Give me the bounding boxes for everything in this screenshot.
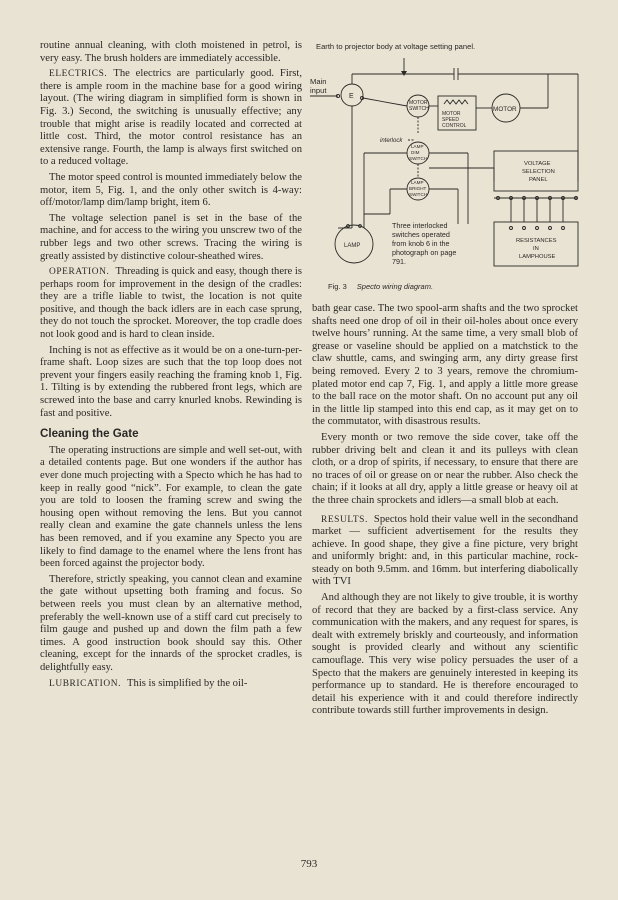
motor-switch-label: MOTOR — [409, 100, 428, 106]
diagram-note: 791. — [392, 257, 406, 266]
paragraph: bath gear case. The two spool-arm shafts and the two sprocket shafts need one drop of oil in their oil-holes about once every twelve hours’ running. At the same time, a very small blob of grease or vaseline should be applied on a matchstick to the claw shuttle, cams, and swinging arm, any dirty grease first being removed. Every 2 to 3 years, remove the chromium-plated motor end cap 7, Fig. 1, and apply a little more grease to the ball race on the motor shaft. On no account put any oil in the little lip stamped into this end cap, as it may get on to the commutator, with disastrous results. — [312, 303, 578, 428]
paragraph: The voltage selection panel is set in the base of the machine, and for access to the wiring you unscrew two of the rubber legs and two other screws. Tracing the wiring is greatly assisted by distinctive colour-sheathed wires. — [40, 212, 302, 262]
diagram-note: photograph on page — [392, 248, 457, 257]
resistances-label: RESISTANCES — [516, 238, 557, 244]
figure-top-caption: Earth to projector body at voltage setting panel. — [316, 42, 476, 51]
paragraph-text: The electrics are particularly good. First, there is ample room in the machine base for a good wiring layout. (The wiring diagram in simplified form is shown in Fig. 3.) Second, the switching is unusually effective; any trouble that might arise is readily located and corrected at little cost. Third, the motor control resistance has an extensive range. Fourth, the lamp is always first switched on to a reduced voltage. — [40, 68, 302, 168]
run-in-heading: LUBRICATION. — [49, 678, 122, 689]
main-input-label: Main — [310, 77, 327, 86]
lubrication-paragraph — [40, 678, 302, 691]
lamp-bright-label: LAMP — [411, 180, 424, 185]
speed-control-label: CONTROL — [442, 123, 467, 129]
paragraph: And although they are not likely to give trouble, it is worthy of record that they are backed by a first-class service. Any communication with the makers, and any request for spares, is dealt with extremely briskly and courteously, and information sought is provided clearly and without any scientific camouflage. This very wise policy persuades the user of a Specto that the makers are genuinely interested in keeping its performance up to standard. He is therefore encouraged to detail his experience with it and could therefore indirectly contribute towards still further improvements in design. — [312, 592, 578, 717]
paragraph-text: Threading is quick and easy, though there is perhaps room for improvement in the design of the cradles: they are a trifle liable to twist, the location is not quite positive, and though the back idlers are in each case sprung, they do not touch the sprocket. Moreover, the top cradle does not look good and is hard to clean inside. — [40, 266, 302, 341]
wiring-diagram — [308, 38, 588, 283]
lamp-dim-label: LAMP — [411, 144, 424, 149]
lamp-label: LAMP — [344, 243, 361, 249]
diagram-note: switches operated — [392, 230, 450, 239]
paragraph-text: This is simplified by the oil- — [127, 677, 248, 689]
operation-paragraph — [40, 266, 302, 342]
right-column — [312, 303, 578, 721]
electrics-paragraph — [40, 68, 302, 169]
earth-arrow-head — [401, 71, 407, 76]
paragraph-text: Spectos hold their value well in the secondhand market — sufficient advertisement for the results they achieve. In good shape, they give a fine picture, very bright and uniformly bright: and, in this particular machine, rock-steady on both 9.5mm. and 16mm. but interfering diabolically with TVI — [312, 513, 578, 588]
figure-title: Specto wiring diagram. — [356, 282, 434, 291]
paragraph: Inching is not as effective as it would be on a one-turn-per-frame shaft. Loop sizes are such that the top loop does not prevent your fingers easily reaching the framing knob 1, Fig. 1. Tilting is by extending the rubbered front legs, which are screwed into the base and carry knurled knobs. Rewinding is fast and positive. — [40, 344, 302, 419]
motor-switch-label: SWITCH — [409, 106, 429, 112]
paragraph: routine annual cleaning, with cloth moistened in petrol, is very easy. The brush holders are immediately accessible. — [40, 40, 302, 64]
voltage-panel-label: VOLTAGE — [524, 161, 551, 167]
paragraph: The operating instructions are simple and well set-out, with a detailed contents page. But one wonders if the author has ever done much projecting with a Specto which he has had to keep in really good “nick”. For example, to clean the gate you are told to loosen the framing screw and swing the housing open without removing the lens. But you cannot really clean and examine the gate channels unless the lens has been removed, and if you examine any Specto you are likely to find damage to the enamel where the lens front has been forced against the projector body. — [40, 444, 302, 570]
lamp-bright-label: BRIGHT — [409, 186, 427, 191]
diagram-note: from knob 6 in the — [392, 239, 450, 248]
section-heading: Cleaning the Gate — [40, 427, 139, 441]
wiring-diagram-figure — [308, 38, 588, 300]
paragraph: The motor speed control is mounted immediately below the motor, item 5, Fig. 1, and the only other switch is 4-way: off/motor/lamp dim/lamp bright, item 6. — [40, 171, 303, 209]
paragraph: Every month or two remove the side cover, take off the rubber driving belt and clean it and its pulleys with clean cloth, or a drop of spirits, if necessary, to ensure that there are no traces of oil or grease on or near the rubber. Also check the chain; if it looks at all dry, apply a little grease or heavy oil at the three chain sprockets and idlers—a small blob at each. — [312, 431, 578, 506]
results-paragraph — [312, 514, 578, 590]
lamp-bright-label: SWITCH — [409, 192, 428, 197]
voltage-panel-label: SELECTION — [522, 169, 555, 175]
diagram-note: Three interlocked — [392, 221, 448, 230]
lamp-dim-label: SWITCH — [409, 156, 428, 161]
e-switch-label: E — [349, 93, 354, 100]
resistor-symbol — [444, 100, 468, 104]
resistances-label: LAMPHOUSE — [519, 254, 556, 260]
lamp-dim-label: DIM — [411, 150, 420, 155]
main-input-label: input — [310, 86, 327, 95]
speed-control-label: SPEED — [442, 117, 459, 123]
resistances-label: IN — [533, 246, 539, 252]
run-in-heading: RESULTS. — [321, 514, 368, 525]
run-in-heading: OPERATION. — [49, 267, 110, 278]
paragraph: Therefore, strictly speaking, you cannot clean and examine the gate without upsetting both framing and focus. So between reels you must clean by an alternative method, preferably the well-known use of a stiff card cut precisely to film gauge and pushed up and down the film path a few times. A good instruction book should say this. Other cleaning, except for the innards of the sprocket cradles, is delightfully easy. — [40, 573, 302, 673]
speed-control-label: MOTOR — [442, 111, 461, 117]
run-in-heading: ELECTRICS. — [49, 69, 108, 80]
left-column — [40, 40, 302, 693]
voltage-panel-label: PANEL — [529, 177, 548, 183]
figure-caption — [328, 282, 568, 291]
motor-label: MOTOR — [493, 106, 517, 113]
figure-number: Fig. 3 — [328, 282, 347, 291]
interlock-label: interlock — [380, 138, 403, 144]
page-number: 793 — [300, 858, 318, 870]
